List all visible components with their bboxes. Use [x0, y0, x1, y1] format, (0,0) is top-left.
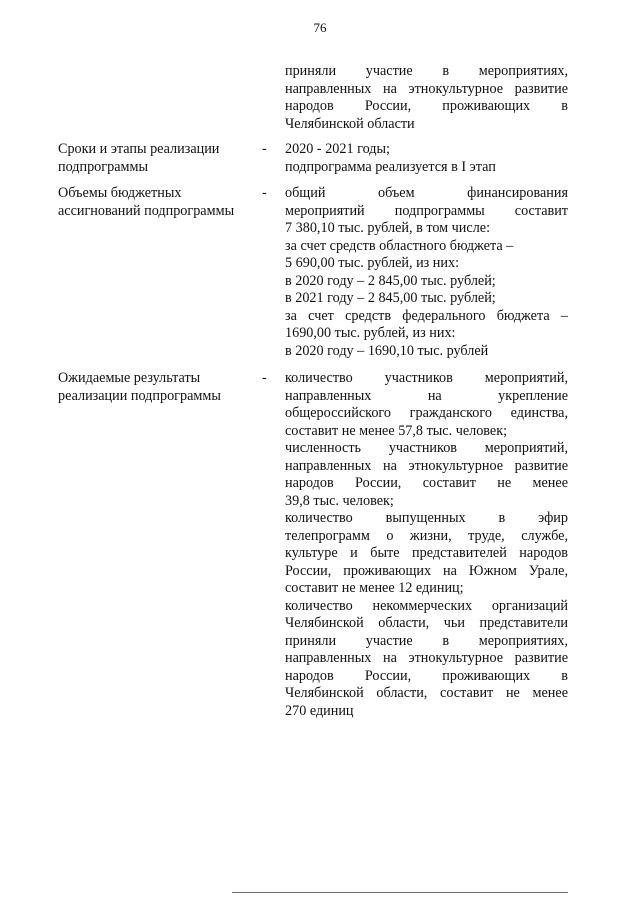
text-line: направленных на этнокультурное развитие — [285, 80, 568, 97]
row-dash: - — [262, 141, 267, 157]
text-line: Челябинской области — [285, 115, 415, 132]
text-line: в 2020 году – 2 845,00 тыс. рублей; — [285, 272, 496, 289]
row-value — [285, 370, 568, 720]
text-line: 39,8 тыс. человек; — [285, 492, 394, 509]
row-dash: - — [262, 370, 267, 386]
text-line: 5 690,00 тыс. рублей, из них: — [285, 255, 460, 271]
text-line: за счет средств федерального бюджета – — [285, 307, 568, 324]
text-line: телепрограмм о жизни, труде, службе, — [285, 527, 568, 544]
text-line: составит не менее 57,8 тыс. человек; — [285, 422, 508, 439]
text-line: направленных на этнокультурное развитие — [285, 457, 568, 474]
text-line: приняли участие в мероприятиях, — [285, 63, 568, 79]
text-line: 7 380,10 тыс. рублей, в том числе: — [285, 220, 491, 236]
text-line: 270 единиц — [285, 702, 354, 719]
label-line: Сроки и этапы реализации — [58, 141, 220, 157]
text-line: Челябинской области, составит не менее — [285, 685, 568, 701]
text-line: общий объем финансирования — [285, 185, 568, 201]
text-line: Челябинской области, чьи представители — [285, 615, 568, 631]
text-line: в 2021 году – 2 845,00 тыс. рублей; — [285, 290, 496, 306]
text-line: России, проживающих на Южном Урале, — [285, 562, 568, 579]
text-line: 1690,00 тыс. рублей, из них: — [285, 325, 456, 341]
page-number: 76 — [313, 20, 327, 35]
text-line: составит не менее 12 единиц; — [285, 580, 464, 596]
text-line: народов России, проживающих в — [285, 667, 568, 684]
text-line: количество некоммерческих организаций — [285, 597, 568, 614]
row-dash: - — [262, 185, 267, 201]
text-line: численность участников мероприятий, — [285, 440, 568, 456]
label-line: ассигнований подпрограммы — [58, 202, 235, 219]
row-value — [285, 185, 568, 360]
text-line: мероприятий подпрограммы составит — [285, 202, 568, 219]
footer-divider — [232, 892, 568, 893]
text-line: в 2020 году – 1690,10 тыс. рублей — [285, 342, 489, 359]
text-line: подпрограмма реализуется в I этап — [285, 158, 496, 175]
label-line: Ожидаемые результаты — [58, 370, 201, 386]
text-line: за счет средств областного бюджета – — [285, 237, 514, 254]
row-label — [58, 370, 258, 405]
row-value — [285, 141, 568, 176]
row-label — [58, 141, 258, 176]
text-line: направленных на укрепление — [285, 387, 568, 404]
text-line: направленных на этнокультурное развитие — [285, 650, 568, 666]
text-line: количество выпущенных в эфир — [285, 510, 568, 526]
text-line: приняли участие в мероприятиях, — [285, 632, 568, 649]
label-line: Объемы бюджетных — [58, 185, 182, 201]
text-line: общероссийского гражданского единства, — [285, 405, 568, 421]
continuation-text — [285, 63, 568, 133]
text-line: 2020 - 2021 годы; — [285, 141, 390, 157]
text-line: культуре и быте представителей народов — [285, 545, 568, 561]
label-line: реализации подпрограммы — [58, 387, 221, 404]
text-line: народов России, проживающих в — [285, 98, 568, 114]
row-label — [58, 185, 258, 220]
text-line: народов России, составит не менее — [285, 475, 568, 491]
label-line: подпрограммы — [58, 158, 148, 175]
text-line: количество участников мероприятий, — [285, 370, 568, 386]
